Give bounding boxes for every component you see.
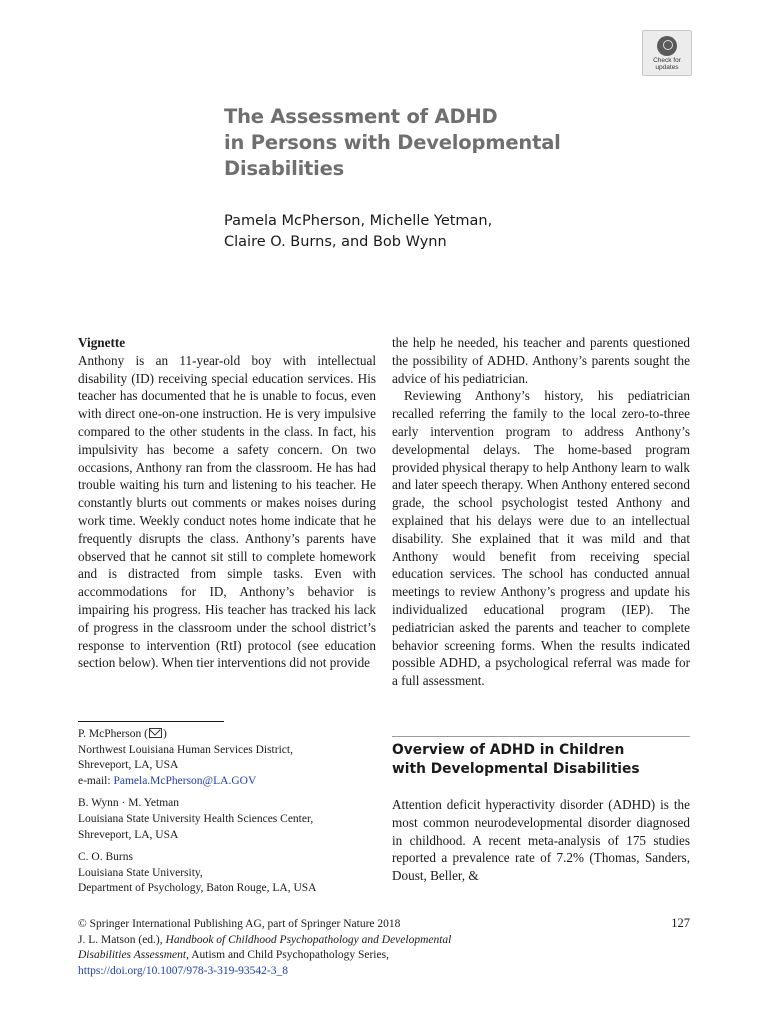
authors-line-1: Pamela McPherson, Michelle Yetman, <box>224 213 493 229</box>
section-divider <box>392 736 690 737</box>
affiliation-wynn-yetman <box>78 796 378 843</box>
vignette-box <box>78 334 376 672</box>
section-heading <box>392 741 690 779</box>
vignette-heading: Vignette <box>78 335 126 350</box>
section-heading-line-1: Overview of ADHD in Children <box>392 742 625 758</box>
affil-1-line-1: Northwest Louisiana Human Services District, <box>78 743 293 756</box>
title-line-2: in Persons with Developmental <box>224 131 561 154</box>
author-affiliations <box>78 727 378 904</box>
book-title-1: Handbook of Childhood Psychopathology and Developmental <box>165 933 452 946</box>
email-link[interactable]: Pamela.McPherson@LA.GOV <box>113 774 257 787</box>
editor-prefix: J. L. Matson (ed.), <box>78 933 166 946</box>
affil-2-name: B. Wynn · M. Yetman <box>78 797 180 810</box>
affil-1-line-2: Shreveport, LA, USA <box>78 759 179 772</box>
paragraph-1: the help he needed, his teacher and parents questioned the possibility of ADHD. Anthony’s parents sought the advice of his pediatrician. <box>392 335 690 386</box>
right-column-text <box>392 334 690 690</box>
check-for-updates-badge[interactable] <box>642 30 692 76</box>
book-title-2: Disabilities Assessment <box>78 949 187 962</box>
title-line-1: The Assessment of ADHD <box>224 105 498 128</box>
affil-1-name-end: ) <box>162 728 167 740</box>
affil-2-line-2: Shreveport, LA, USA <box>78 828 179 841</box>
page-number: 127 <box>671 916 690 930</box>
series-name: , Autism and Child Psychopathology Series, <box>186 949 389 962</box>
page-footer <box>78 917 518 979</box>
envelope-icon[interactable] <box>149 728 162 738</box>
title-line-3: Disabilities <box>224 157 345 180</box>
affil-3-line-2: Department of Psychology, Baton Rouge, LA, USA <box>78 882 317 895</box>
section-body <box>392 796 690 885</box>
affil-3-name: C. O. Burns <box>78 851 133 864</box>
badge-label-2: updates <box>655 64 679 71</box>
citation-line-2 <box>78 948 518 964</box>
affil-1-name: P. McPherson ( <box>78 728 148 740</box>
doi-link[interactable]: https://doi.org/10.1007/978-3-319-93542-3_8 <box>78 964 288 977</box>
vignette-text: Anthony is an 11-year-old boy with intellectual disability (ID) receiving special education services. His teacher has documented that he is unable to focus, even with direct one-on-one instruction. He is very impulsive compared to the other students in the class. In fact, his impulsivity has become a safety concern. On two occasions, Anthony ran from the classroom. He has had trouble waiting his turn and listening to his teacher. He constantly blurts out comments or makes noises during work time. Weekly conduct notes home indicate that he frequently disrupts the class. Anthony’s parents have observed that he cannot sit still to complete homework and is distracted from simple tasks. Even with accommodations for ID, Anthony’s behavior is impairing his progress. His teacher has tracked his lack of progress in the classroom under the school district’s response to intervention (RtI) protocol (see education section below). When tier interventions did not provide <box>78 352 376 671</box>
doi-line <box>78 964 518 980</box>
badge-label-1: Check for <box>653 57 681 64</box>
email-label: e-mail: <box>78 774 114 787</box>
citation-line <box>78 933 518 949</box>
affiliation-burns <box>78 850 378 897</box>
copyright-line: © Springer International Publishing AG, part of Springer Nature 2018 <box>78 918 401 930</box>
paragraph-2: Reviewing Anthony’s history, his pediatrician recalled referring the family to the local zero-to-three early intervention program to address Anthony’s developmental delays. The home-based program provided physical therapy to help Anthony learn to walk and later speech therapy. When Anthony entered second grade, the school psychologist tested Anthony and explained that his delays were due to an intellectual disability. She explained that it was mild and that Anthony would benefit from receiving special education services. The school has conducted annual meetings to review Anthony’s progress and update his individualized educational program (IEP). The pediatrician asked the parents and teacher to complete behavior screening forms. When the results indicated possible ADHD, a psychological referral was made for a full assessment. <box>392 388 690 689</box>
affil-3-line-1: Louisiana State University, <box>78 866 203 879</box>
section-paragraph: Attention deficit hyperactivity disorder (ADHD) is the most common neurodevelopmental disorder diagnosed in childhood. A recent meta-analysis of 175 studies reported a prevalence rate of 7.2% (Thomas, Sanders, Doust, Beller, & <box>392 797 690 884</box>
affil-2-line-1: Louisiana State University Health Sciences Center, <box>78 812 314 825</box>
footnote-divider <box>78 721 224 722</box>
section-heading-line-2: with Developmental Disabilities <box>392 761 640 777</box>
affiliation-mcpherson <box>78 727 378 789</box>
chapter-title <box>224 104 644 182</box>
authors-line-2: Claire O. Burns, and Bob Wynn <box>224 234 447 250</box>
bookmark-icon <box>657 36 677 56</box>
author-list <box>224 211 654 253</box>
